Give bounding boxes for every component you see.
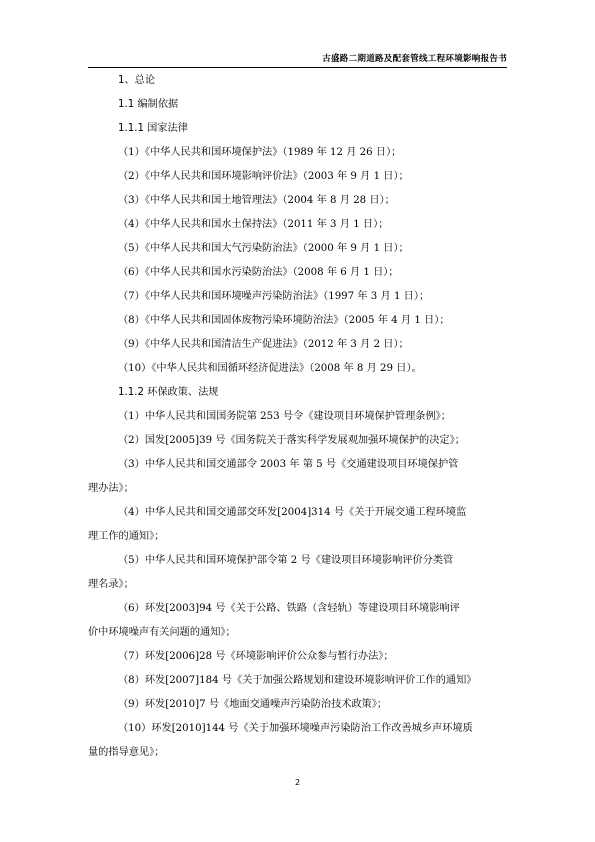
policy-item: （5）中华人民共和国环境保护部令第 2 号《建设项目环境影响评价分类管 [118, 555, 454, 566]
law-item: （9）《中华人民共和国清洁生产促进法》（2012 年 3 月 2 日）； [118, 339, 409, 350]
section-heading-1-1-1: 1.1.1 国家法律 [118, 123, 188, 134]
law-item: （3）《中华人民共和国土地管理法》（2004 年 8 月 28 日）； [118, 195, 395, 206]
policy-item-continuation: 理办法》； [88, 483, 134, 494]
running-header: 古盛路二期道路及配套管线工程环境影响报告书 [322, 54, 507, 64]
section-heading-1-1-2: 1.1.2 环保政策、法规 [118, 387, 219, 398]
law-item: （2）《中华人民共和国环境影响评价法》（2003 年 9 月 1 日）； [118, 171, 409, 182]
policy-item: （2）国发[2005]39 号《国务院关于落实科学发展观加强环境保护的决定》； [118, 435, 465, 446]
law-item: （1）《中华人民共和国环境保护法》（1989 年 12 月 26 日）； [118, 147, 402, 158]
law-item: （5）《中华人民共和国大气污染防治法》（2000 年 9 月 1 日）； [118, 243, 409, 254]
law-item: （6）《中华人民共和国水污染防治法》（2008 年 6 月 1 日）； [118, 267, 399, 278]
policy-item: （9）环发[2010]7 号《地面交通噪声污染防治技术政策》； [118, 699, 388, 710]
policy-item-continuation: 理工作的通知》； [88, 531, 165, 542]
policy-item: （4）中华人民共和国交通部交环发[2004]314 号《关于开展交通工程环境监 [118, 507, 467, 518]
section-heading-1-1: 1.1 编制依据 [118, 99, 179, 110]
law-item: （8）《中华人民共和国固体废物污染环境防治法》（2005 年 4 月 1 日）； [118, 315, 450, 326]
policy-item: （6）环发[2003]94 号《关于公路、铁路（含轻轨）等建设项目环境影响评 [118, 603, 460, 614]
policy-item: （1）中华人民共和国国务院第 253 号令《建设项目环境保护管理条例》； [118, 411, 451, 422]
law-item: （10）《中华人民共和国循环经济促进法》（2008 年 8 月 29 日）。 [118, 363, 422, 374]
policy-item: （7）环发[2006]28 号《环境影响评价公众参与暂行办法》； [118, 651, 394, 662]
policy-item-continuation: 价中环境噪声有关问题的通知》； [88, 627, 236, 638]
law-item: （7）《中华人民共和国环境噪声污染防治法》（1997 年 3 月 1 日）； [118, 291, 430, 302]
policy-item-continuation: 理名录》； [88, 579, 134, 590]
policy-item-continuation: 量的指导意见》； [88, 747, 165, 758]
policy-item: （10）环发[2010]144 号《关于加强环境噪声污染防治工作改善城乡声环境质 [118, 723, 473, 734]
policy-item: （8）环发[2007]184 号《关于加强公路规划和建设环境影响评价工作的通知》 [118, 675, 477, 686]
law-item: （4）《中华人民共和国水土保持法》（2011 年 3 月 1 日）； [118, 219, 389, 230]
header-rule [88, 67, 507, 68]
policy-item: （3）中华人民共和国交通部令 2003 年 第 5 号《交通建设项目环境保护管 [118, 459, 459, 470]
section-heading-1: 1、总论 [118, 75, 156, 86]
page-number: 2 [294, 778, 301, 787]
